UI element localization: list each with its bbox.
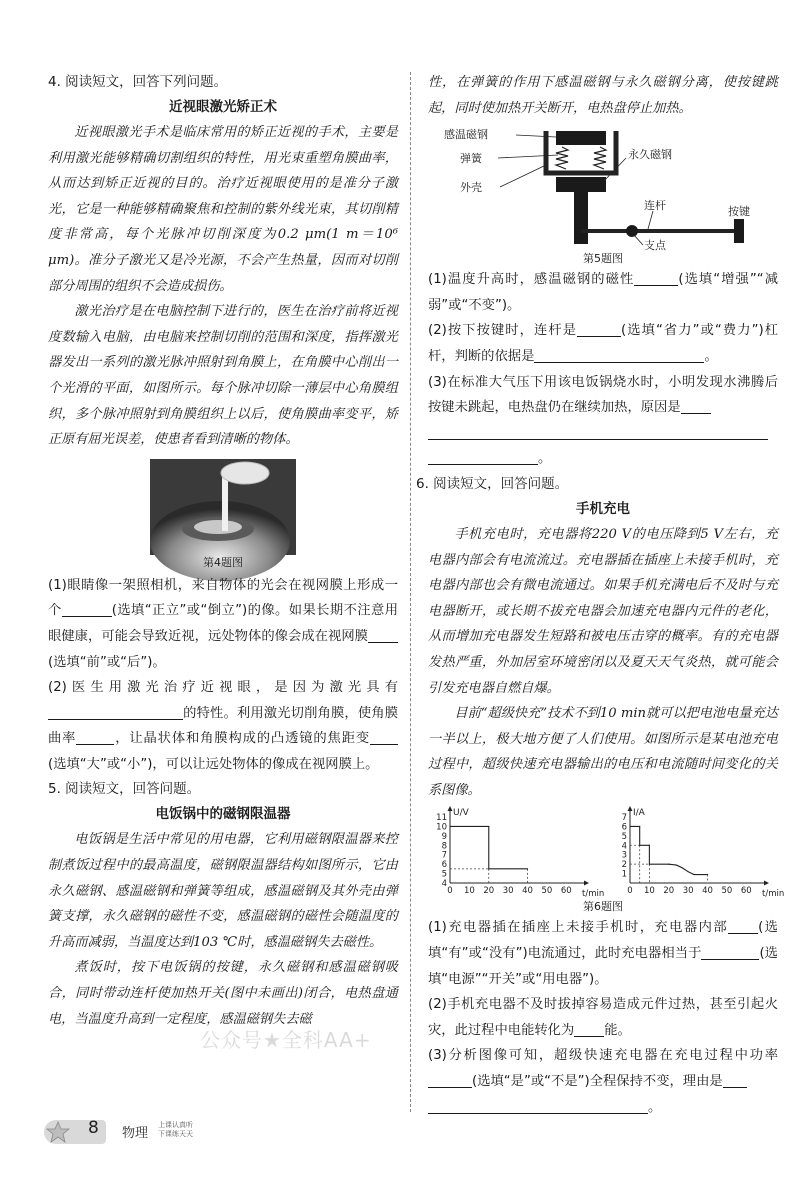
current-chart-x-tick: 20 [663, 886, 675, 897]
q5-paragraph-3: 性，在弹簧的作用下感温磁钢与永久磁钢分离，使按键跳起，同时使加热开关断开，电热盘停止加热。 [428, 75, 778, 116]
voltage-chart-x-label: t/min [582, 889, 605, 900]
current-chart-x-tick: 0 [627, 886, 633, 897]
q6-sub3-text-c: 。 [648, 1099, 662, 1115]
pivot-shape [626, 225, 638, 237]
q4-sub2-text-d: (选填“大”或“小”)，可以让远处物体的像成在视网膜上。 [48, 756, 379, 772]
q5-sub3-blank-2[interactable] [428, 425, 768, 440]
q6-sub1-text-c: (选填“电源”“开关”或“用电器”)。 [428, 946, 778, 987]
current-chart-y-arrow [628, 806, 633, 811]
page-slogan [158, 1121, 193, 1139]
q4-paragraph-2: 激光治疗是在电脑控制下进行的，医生在治疗前将近视度数输入电脑，由电脑来控制切削的范围和深度，指挥激光器发出一系列的激光脉冲照射到角膜上，在角膜中心削出一个光滑的平面，如图所示。每个脉冲切除一薄层中心角膜组织，多个脉冲照射到角膜组织上以后，使角膜曲率变平，矫正原有屈光误差，使患者看到清晰的物体。 [48, 304, 398, 448]
current-chart-series-line-0 [630, 827, 708, 875]
voltage-chart-y-label: U/V [453, 808, 469, 819]
current-chart-y-tick: 5 [621, 832, 627, 843]
q6-title: 手机充电 [576, 500, 630, 517]
voltage-chart-y-tick: 5 [441, 870, 447, 881]
page-subject: 物理 [122, 1126, 149, 1141]
q5-sub3-text-b: 。 [538, 451, 552, 467]
current-chart-data-point [693, 874, 694, 875]
q4-sub1-blank-2[interactable] [368, 628, 398, 643]
q4-sub2-blank-2[interactable] [76, 730, 114, 745]
q5-paragraph-1: 电饭锅是生活中常见的用电器，它利用磁钢限温器来控制煮饭过程中的最高温度，磁钢限温器结构如图所示，它由永久磁钢、感温磁钢和弹簧等组成，感温磁钢及其外壳由弹簧支撑，永久磁钢的磁性不变，感温磁钢的磁性会随温度的升高而减弱，当温度达到103 ℃时，感温磁钢失去磁性。 [48, 832, 398, 950]
current-chart-y-tick: 3 [621, 851, 627, 862]
spring-left-shape [556, 147, 568, 169]
current-time-chart [608, 807, 785, 900]
voltage-chart-data-point [488, 869, 489, 870]
q4-heading: 4. 阅读短文，回答下列问题。 [48, 74, 228, 90]
q5-sub2-text-a: (2)按下按键时，连杆是 [428, 323, 578, 339]
q4-sub1-text-b: (选填“正立”或“倒立”)的像。如果长期不注意用眼健康，可能会导致近视，远处物体的像会成在视网膜 [48, 603, 399, 644]
current-chart-x-tick: 30 [682, 886, 694, 897]
q5-figure-magnet-limiter [438, 125, 768, 251]
voltage-chart-x-tick: 40 [522, 886, 533, 897]
right-column [416, 70, 785, 1120]
q6-sub3-blank-3[interactable] [428, 1099, 648, 1114]
current-chart-data-point [682, 868, 683, 869]
q5-sub1-blank[interactable] [634, 271, 678, 286]
q6-sub1-blank-2[interactable] [701, 945, 759, 960]
q6-sub3-text-b: (选填“是”或“不是”)全程保持不变，理由是 [472, 1074, 723, 1090]
q5-sub3-blank-1[interactable] [681, 399, 711, 414]
q4-sub2-blank-1[interactable] [48, 705, 183, 720]
page-slogan-line-2: 下课练天天 [158, 1130, 193, 1138]
q5-sub2-text-c: 。 [704, 348, 718, 364]
permanent-magnet-shape [556, 177, 606, 192]
q4-sub2-text-b: 的特性。利用激光切削角膜，使角膜曲率 [48, 705, 398, 747]
voltage-chart-y-tick: 8 [441, 841, 447, 852]
current-chart-y-tick: 6 [621, 822, 627, 833]
current-chart-data-point [676, 865, 677, 866]
voltage-chart-series-line-0 [450, 827, 528, 869]
current-chart-x-arrow [764, 881, 769, 886]
q4-title: 近视眼激光矫正术 [169, 99, 277, 115]
page-number: 8 [88, 1118, 99, 1138]
q5-title: 电饭锅中的磁钢限温器 [155, 806, 291, 823]
q5-sub3-text-a: (3)在标准大气压下用该电饭锅烧水时，小明发现水沸腾后按键未跳起，电热盘仍在继续加热，原因是 [428, 374, 778, 416]
voltage-chart-y-arrow [448, 806, 453, 811]
current-chart-data-point [639, 826, 640, 827]
q4-sub2-text-c: ，让晶状体和角膜构成的凸透镜的焦距变 [114, 731, 371, 747]
q5-sub1-text-a: (1)温度升高时，感温磁钢的磁性 [428, 272, 635, 288]
q4-figure-caption: 第4题图 [203, 555, 243, 569]
q6-paragraph-2: 目前“超级快充”技术不到10 min就可以把电池电量充达一半以上，极大地方便了人们使用。如图所示是某电池充电过程中，超级快速充电器输出的电压和电流随时间变化的关系图像。 [428, 706, 778, 798]
q5-heading: 5. 阅读短文，回答问题。 [48, 781, 201, 798]
star-mascot-icon [44, 1120, 74, 1144]
current-chart-y-tick: 4 [621, 841, 627, 852]
q5-sub3-blank-3[interactable] [428, 450, 538, 465]
q6-sub2-text-b: 能。 [604, 1022, 631, 1038]
left-column [48, 70, 398, 1032]
q6-sub1-text-b: (选填“有”或“没有”)电流通过，此时充电器相当于 [428, 920, 778, 962]
voltage-chart-x-tick: 10 [463, 886, 475, 897]
q6-figure-caption: 第6题图 [583, 900, 623, 914]
label-rod: 连杆 [644, 199, 666, 213]
q4-paragraph-1: 近视眼激光手术是临床常用的矫正近视的手术，主要是利用激光能够精确切割组织的特性，用光束重塑角膜曲率，从而达到矫正近视的目的。治疗近视眼使用的是准分子激光，它是一种能够精确聚焦和控制的紫外线光束，其切削精度非常高，每个光脉冲切削深度为0.2 μm(1 m＝10⁶ μm)。准分子激光又是冷光源，不会产生热量，因而对切削部分周围的组织不会造成损伤。 [48, 125, 398, 294]
q6-heading: 6. 阅读短文，回答问题。 [416, 475, 569, 492]
voltage-chart-y-tick: 4 [441, 879, 447, 890]
voltage-chart-y-tick: 7 [441, 851, 447, 862]
voltage-chart-y-tick: 11 [436, 813, 447, 824]
q4-sub2-blank-3[interactable] [370, 730, 398, 745]
label-permanent-magnet: 永久磁钢 [628, 148, 672, 162]
current-chart-x-tick: 40 [702, 886, 713, 897]
q5-figure-caption: 第5题图 [583, 252, 623, 266]
current-chart-y-label: I/A [633, 808, 645, 819]
label-spring: 弹簧 [460, 152, 482, 166]
q6-sub2-blank[interactable] [574, 1022, 604, 1037]
current-chart-data-point [629, 826, 630, 827]
current-chart-x-tick: 10 [643, 886, 655, 897]
current-chart-y-tick: 2 [621, 860, 627, 871]
q4-sub1-blank-1[interactable] [62, 602, 112, 617]
q6-sub2-text-a: (2)手机充电器不及时拔掉容易造成元件过热，甚至引起火灾，此过程中电能转化为 [428, 997, 778, 1038]
q4-figure-eye-laser [150, 459, 296, 555]
voltage-chart-x-tick: 50 [541, 886, 553, 897]
current-chart-x-tick: 60 [740, 886, 752, 897]
voltage-chart-x-arrow [584, 881, 589, 886]
current-chart-data-point [668, 864, 669, 865]
label-key: 按键 [728, 205, 750, 219]
current-chart-data-point [649, 864, 650, 865]
label-shell: 外壳 [460, 181, 482, 195]
voltage-chart-x-tick: 30 [502, 886, 514, 897]
label-sensing-magnet: 感温磁钢 [444, 128, 488, 142]
current-chart-y-tick: 1 [621, 870, 627, 881]
q6-paragraph-1: 手机充电时，充电器将220 V的电压降到5 V左右，充电器内部会有电流流过。充电器插在插座上未接手机时，充电器内部也会有微电流通过。如果手机充满电后不及时与充电器断开，或长期不拔充电器会加速充电器内元件的老化，从而增加充电器发生短路和被电压击穿的概率。有的充电器发热严重，外加居室环境密闭以及夏天天气炎热，就可能会引发充电器自燃自爆。 [428, 526, 778, 696]
label-pivot: 支点 [644, 239, 666, 253]
spring-right-shape [594, 147, 606, 169]
sensing-magnet-shape [556, 131, 606, 145]
current-chart-data-point [707, 874, 708, 875]
voltage-chart-x-tick: 0 [447, 886, 453, 897]
q6-sub3-blank-2[interactable] [723, 1073, 747, 1088]
key-shape [734, 219, 744, 243]
voltage-chart-data-point [527, 869, 528, 870]
page-slogan-line-1: 上课认真听 [158, 1121, 193, 1129]
q6-sub3-blank-1[interactable] [428, 1073, 472, 1088]
current-chart-data-point [688, 872, 689, 873]
q6-sub3-text-a: (3)分析图像可知，超级快速充电器在充电过程中功率 [428, 1048, 778, 1064]
voltage-chart-data-point [488, 826, 489, 827]
watermark-text: 公众号★全科AA+ [200, 1028, 372, 1052]
q5-sub2-text-b: (选填“省力”或“费力”)杠杆，判断的依据是 [428, 323, 778, 364]
voltage-time-chart [428, 807, 605, 900]
q4-sub1-text-c: (选填“前”或“后”)。 [48, 654, 166, 670]
q4-sub2-text-a: (2)医生用激光治疗近视眼，是因为激光具有 [48, 680, 398, 696]
column-divider [410, 72, 411, 1112]
q6-charts [428, 807, 785, 900]
q5-sub1-text-b: (选填“增强”“减弱”或“不变”)。 [428, 272, 778, 313]
voltage-chart-data-point [449, 826, 450, 827]
voltage-chart-y-tick: 9 [441, 832, 447, 843]
voltage-chart-y-tick: 10 [436, 822, 447, 833]
voltage-chart-x-tick: 20 [483, 886, 495, 897]
current-chart-data-point [649, 845, 650, 846]
q4-sub1-text-a: (1)眼睛像一架照相机，来自物体的光会在视网膜上形成一个 [48, 577, 398, 619]
q5-paragraph-2: 煮饭时，按下电饭锅的按键，永久磁钢和感温磁钢吸合，同时带动连杆使加热开关(图中未画出)闭合，电热盘通电，当温度升高到一定程度，感温磁钢失去磁 [48, 960, 398, 1027]
current-chart-y-tick: 7 [621, 813, 627, 824]
q6-sub1-text-a: (1)充电器插在插座上未接手机时，充电器内部 [428, 920, 729, 936]
current-chart-x-label: t/min [762, 889, 785, 900]
q6-sub1-blank-1[interactable] [728, 919, 758, 934]
voltage-chart-x-tick: 60 [560, 886, 572, 897]
current-chart-x-tick: 50 [721, 886, 733, 897]
q5-sub2-blank-1[interactable] [577, 322, 621, 337]
current-chart-data-point [639, 845, 640, 846]
q5-sub2-blank-2[interactable] [534, 348, 704, 363]
voltage-chart-y-tick: 6 [441, 860, 447, 871]
